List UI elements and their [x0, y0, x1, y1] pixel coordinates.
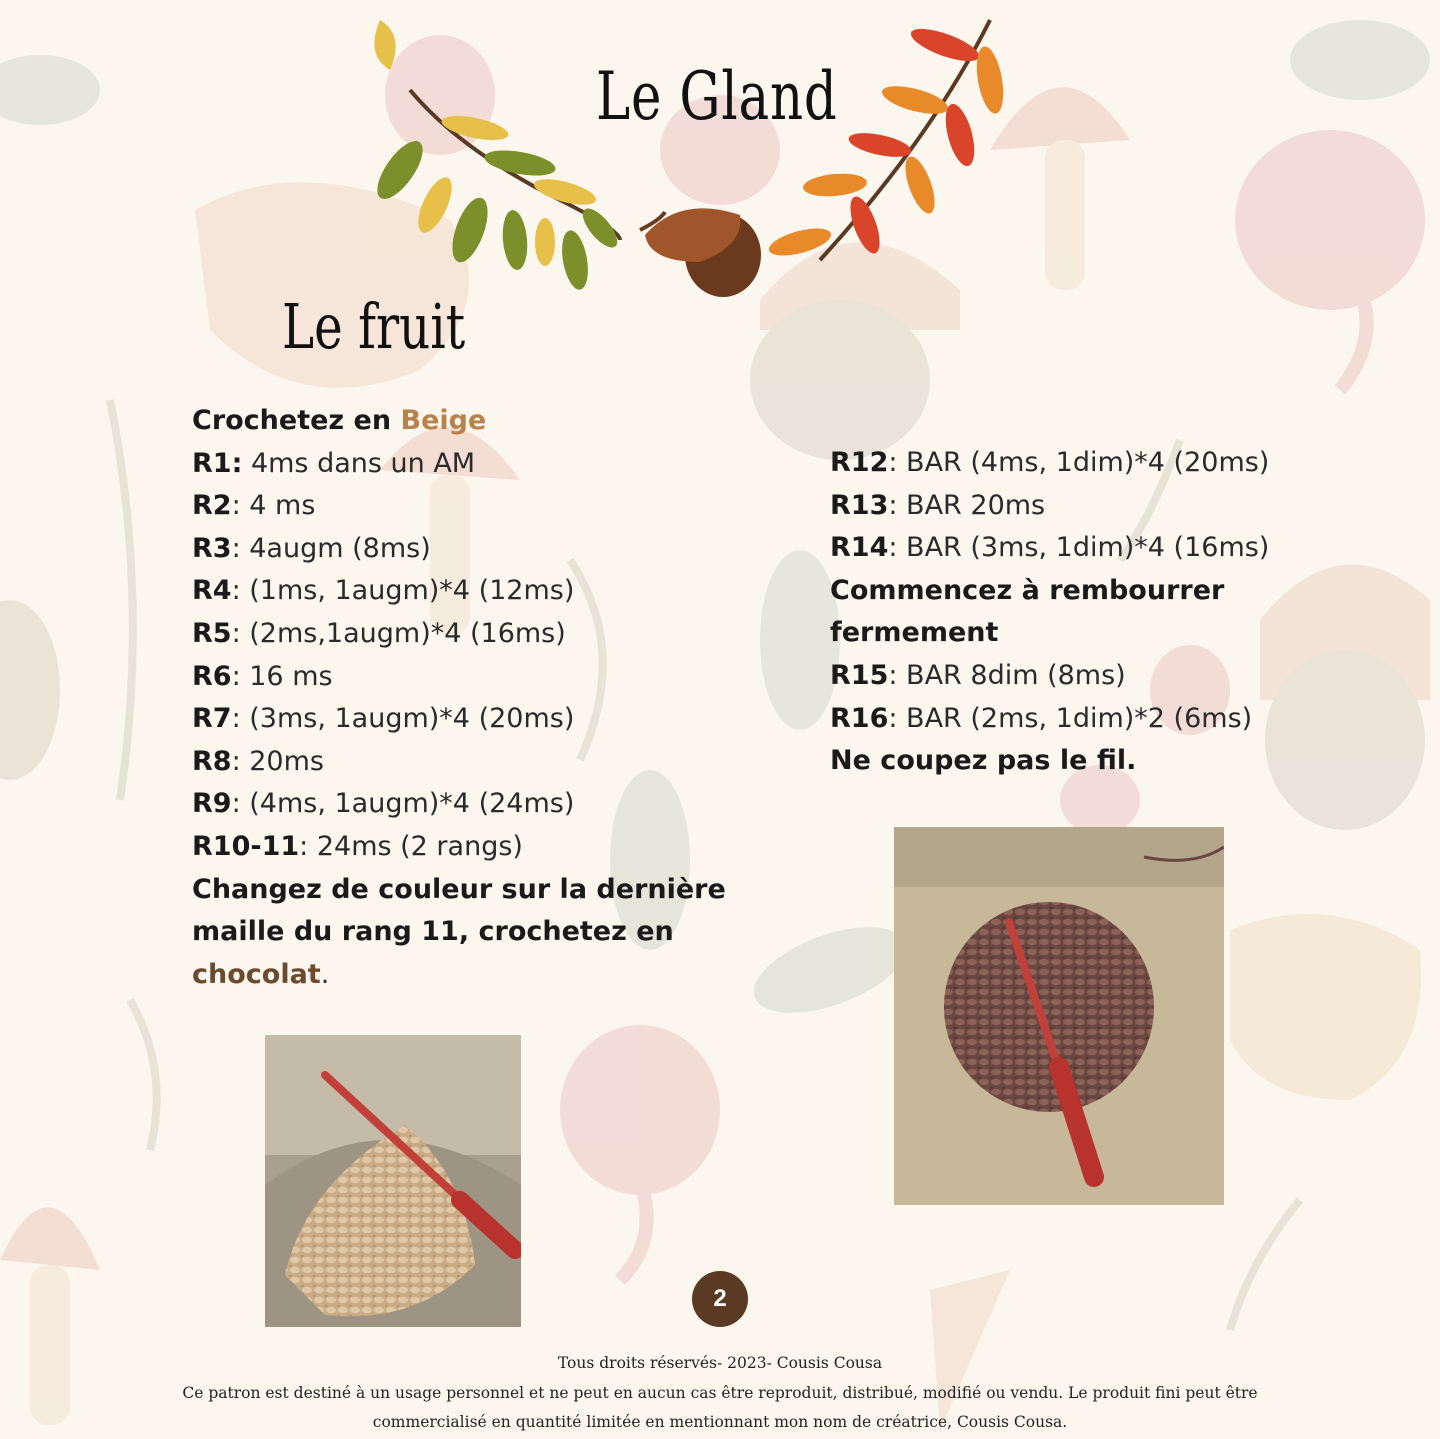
row-label: R12 — [830, 447, 889, 478]
acorn-icon — [640, 208, 761, 297]
row-label: R1: — [192, 447, 243, 479]
row-text: : 4augm (8ms) — [231, 532, 431, 564]
footer-disclaimer-1: Ce patron est destiné à un usage personnel et ne peut en aucun cas être reproduit, distribué, modifié ou vendu. Le produit fini peut être — [182, 1384, 1258, 1402]
row-instruction — [192, 826, 712, 869]
intro-prefix: Crochetez en — [192, 405, 401, 436]
row-text: : (2ms,1augm)*4 (16ms) — [231, 617, 566, 649]
row-label: R10-11 — [192, 830, 300, 862]
final-note: Ne coupez pas le fil. — [830, 745, 1137, 777]
photo-beige-crochet — [265, 1035, 521, 1327]
row-label: R3 — [192, 532, 232, 564]
row-instruction — [192, 528, 712, 571]
row-label: R16 — [830, 702, 889, 734]
row-instruction — [830, 698, 1253, 741]
color-change-line-1: Changez de couleur sur la dernière — [192, 873, 726, 905]
row-label: R5 — [192, 617, 232, 649]
row-label: R4 — [192, 575, 232, 607]
row-text: 4ms dans un AM — [242, 447, 476, 479]
row-label: R6 — [192, 660, 232, 692]
page-number-badge: 2 — [692, 1271, 748, 1327]
row-instruction — [192, 656, 712, 699]
row-instruction — [192, 741, 712, 784]
leaf-branch-right-icon — [766, 20, 1007, 261]
row-label: R2 — [192, 490, 232, 522]
row-text: : BAR (4ms, 1dim)*4 (20ms) — [888, 447, 1270, 478]
row-label: R7 — [192, 703, 232, 735]
row-text: : BAR 8dim (8ms) — [888, 659, 1126, 691]
row-instruction — [192, 443, 712, 486]
mushroom-icon — [990, 87, 1130, 290]
row-label: R15 — [830, 659, 889, 691]
color-beige: Beige — [400, 405, 487, 436]
acorn-icon — [1260, 564, 1430, 830]
row-instruction — [192, 570, 712, 613]
row-instruction — [830, 485, 1250, 528]
intro-line — [192, 400, 712, 443]
row-label: R13 — [830, 489, 889, 521]
footer-copyright: Tous droits réservés- 2023- Cousis Cousa — [557, 1354, 883, 1372]
row-text: : 20ms — [231, 745, 324, 777]
row-label: R9 — [192, 788, 232, 820]
row-text: : BAR 20ms — [888, 489, 1046, 521]
photo-chocolate-crochet — [894, 827, 1224, 1205]
stuffing-line-1: Commencez à rembourrer — [830, 574, 1225, 606]
acorn-icon — [0, 600, 60, 780]
row-text: : BAR (3ms, 1dim)*4 (16ms) — [888, 532, 1270, 564]
row-instruction — [192, 613, 712, 656]
row-text: : BAR (2ms, 1dim)*2 (6ms) — [888, 702, 1253, 734]
row-text: : (3ms, 1augm)*4 (20ms) — [231, 703, 575, 735]
instructions-left — [192, 400, 726, 996]
row-instruction — [830, 527, 1270, 570]
section-title: Le fruit — [282, 290, 466, 363]
color-chocolat: chocolat — [192, 958, 321, 990]
row-instruction — [830, 655, 1250, 698]
acorn-icon — [750, 242, 960, 460]
page-title: Le Gland — [596, 58, 838, 135]
color-change-line-2: maille du rang 11, crochetez en — [192, 916, 674, 948]
row-instruction — [830, 442, 1270, 485]
row-instruction — [192, 485, 712, 528]
row-text: : 16 ms — [231, 660, 333, 692]
period: . — [320, 958, 330, 990]
row-text: : 4 ms — [231, 490, 316, 522]
instructions-right — [830, 442, 1270, 783]
footer-disclaimer-2: commercialisé en quantité limitée en mentionnant mon nom de créatrice, Cousis Cousa. — [372, 1413, 1068, 1431]
row-text: : 24ms (2 rangs) — [299, 830, 523, 862]
stuffing-line-2: fermement — [830, 617, 999, 649]
row-instruction — [192, 783, 712, 826]
row-instruction — [192, 698, 712, 741]
row-text: : (1ms, 1augm)*4 (12ms) — [231, 575, 575, 607]
row-text: : (4ms, 1augm)*4 (24ms) — [231, 788, 575, 820]
color-change-line-3 — [192, 954, 712, 997]
row-label: R8 — [192, 745, 232, 777]
row-label: R14 — [830, 532, 889, 564]
